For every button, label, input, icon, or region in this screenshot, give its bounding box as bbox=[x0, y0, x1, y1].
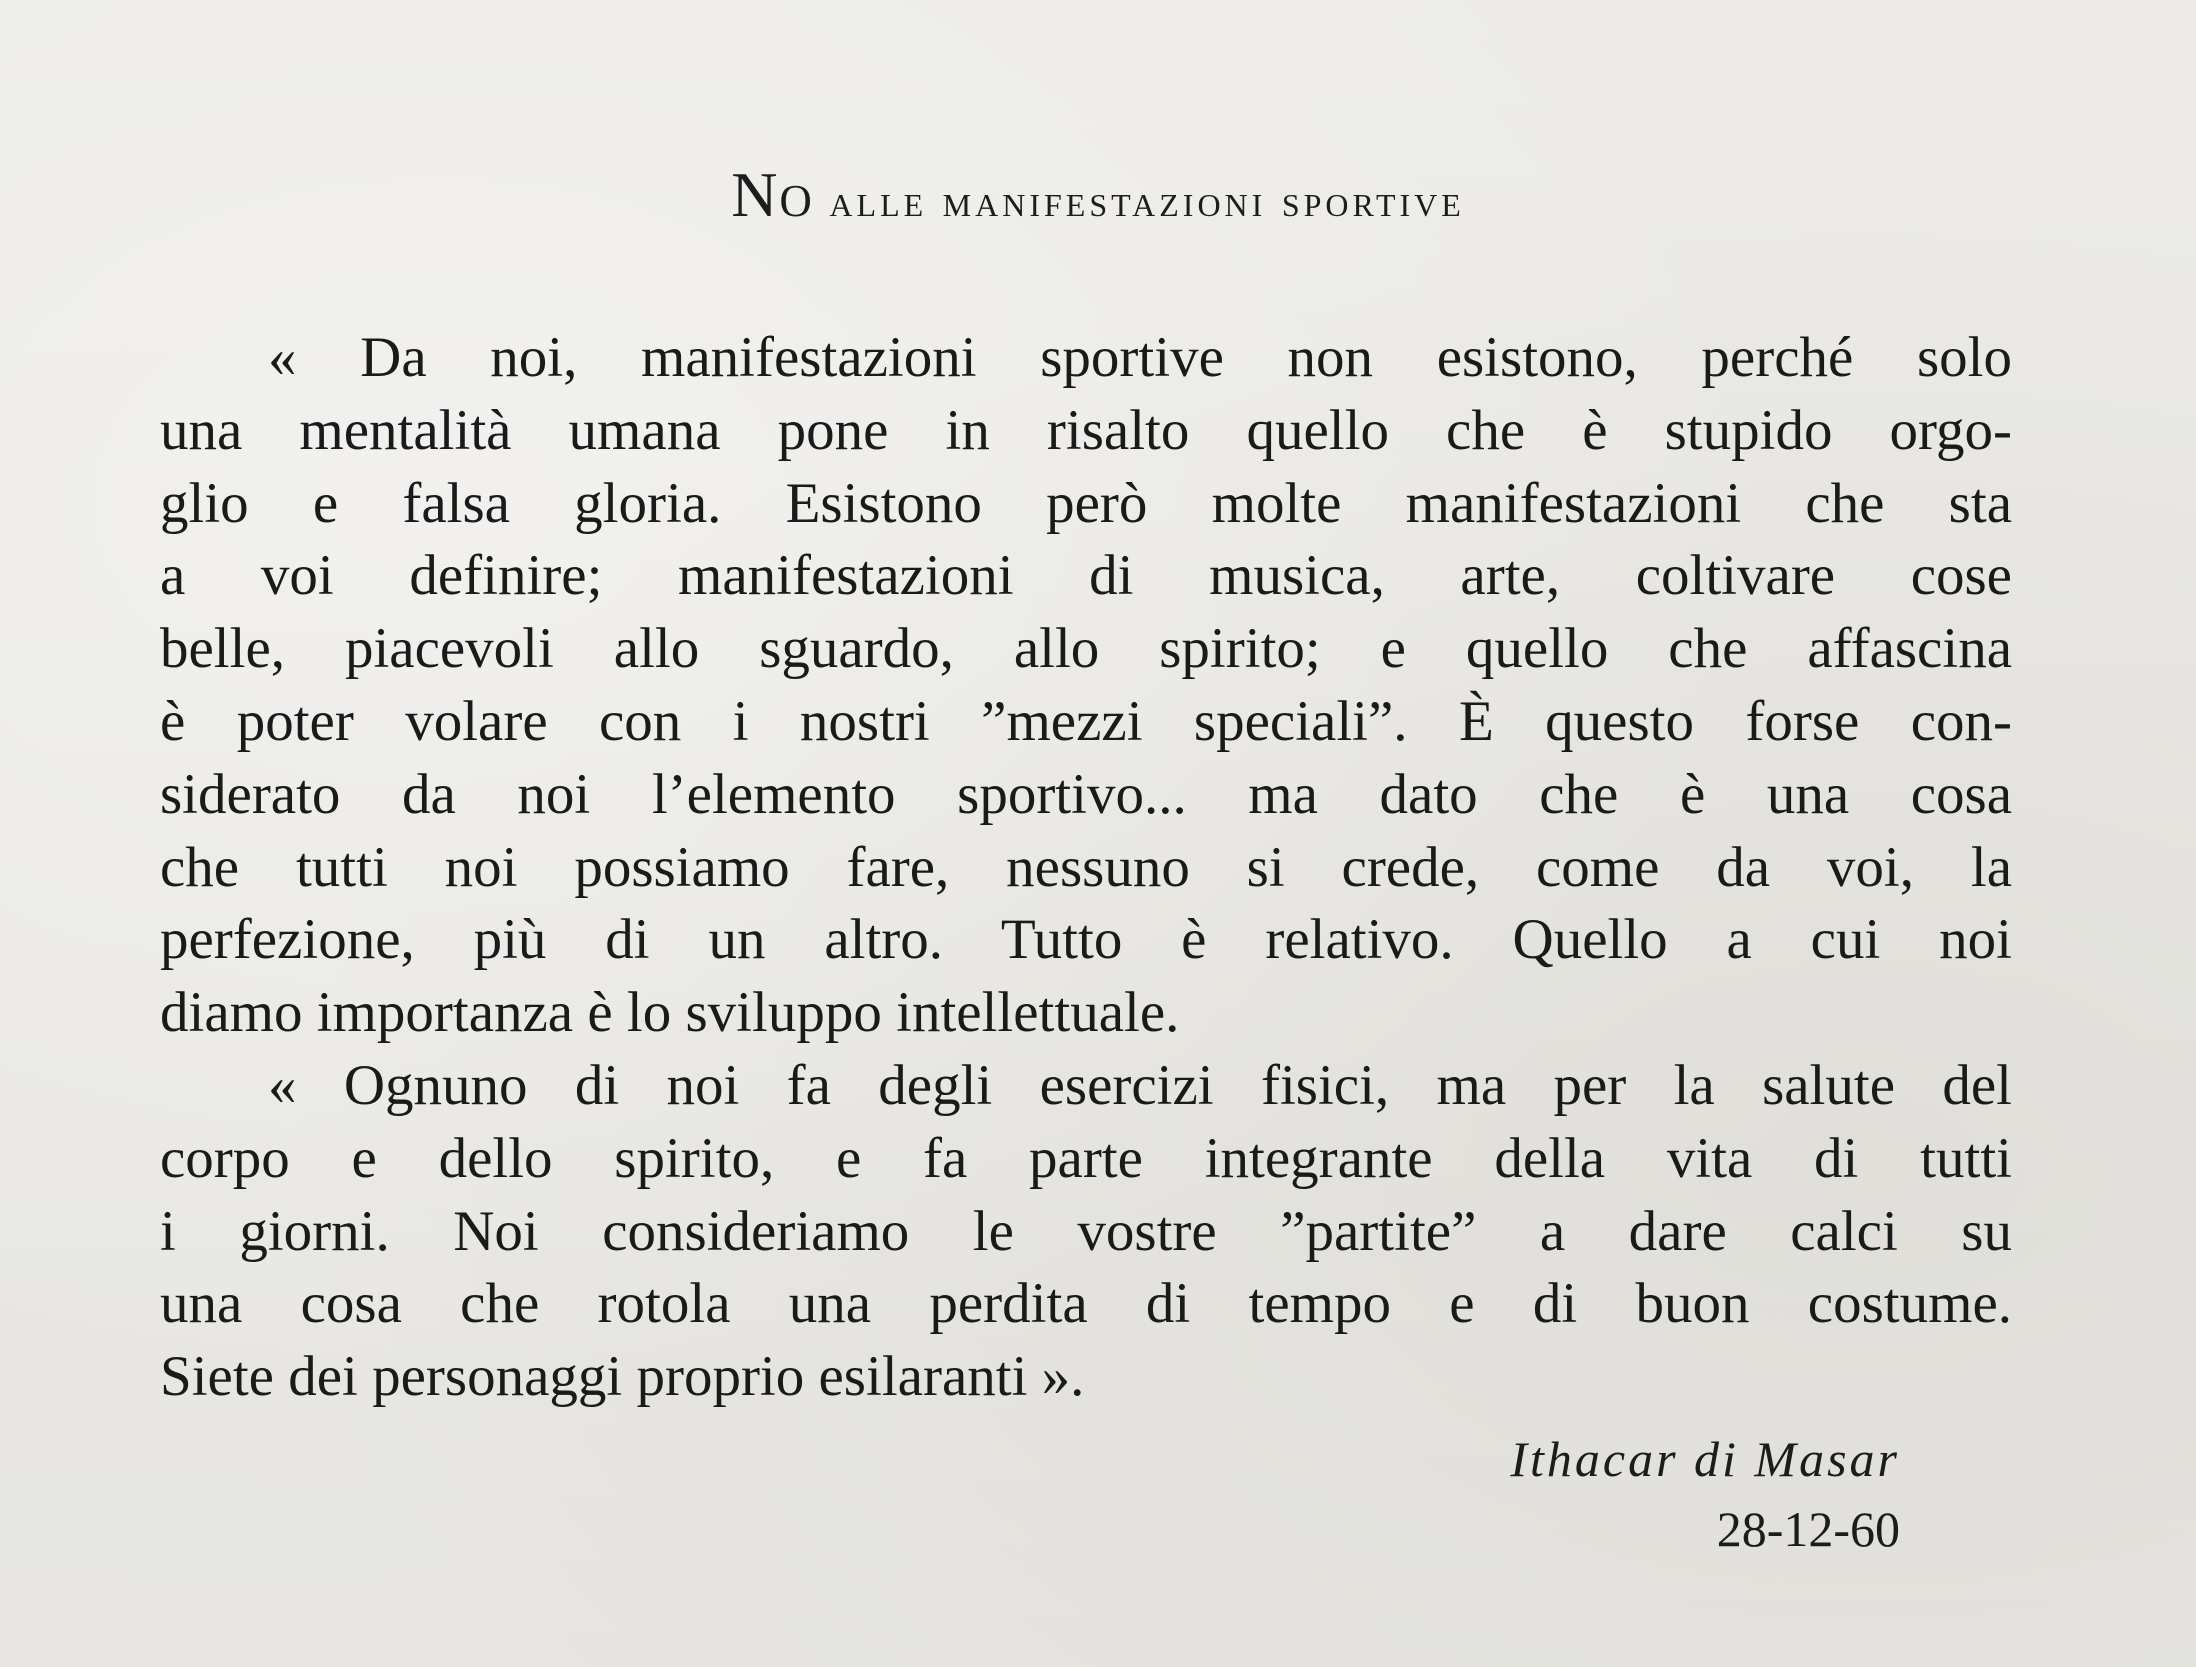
body-text bbox=[160, 322, 2012, 1414]
paragraph bbox=[160, 1050, 2012, 1414]
title-rest: alle manifestazioni sportive bbox=[829, 175, 1465, 226]
text-line: Siete dei personaggi proprio esilaranti ». bbox=[160, 1345, 1085, 1409]
text-line: una cosa che rotola una perdita di tempo e di buon costume. bbox=[160, 1272, 2012, 1336]
page-title bbox=[0, 158, 2196, 232]
text-line: perfezione, più di un altro. Tutto è relativo. Quello a cui noi bbox=[160, 908, 2012, 972]
paragraph bbox=[160, 322, 2012, 1050]
text-line: corpo e dello spirito, e fa parte integrante della vita di tutti bbox=[160, 1126, 2012, 1190]
text-line: è poter volare con i nostri ”mezzi speciali”. È questo forse con- bbox=[160, 689, 2012, 753]
text-line: diamo importanza è lo sviluppo intellettuale. bbox=[160, 981, 1180, 1045]
text-line: belle, piacevoli allo sguardo, allo spirito; e quello che affascina bbox=[160, 617, 2012, 681]
title-first-word: No bbox=[731, 159, 814, 230]
text-line: siderato da noi l’elemento sportivo... ma dato che è una cosa bbox=[160, 762, 2012, 826]
text-line: una mentalità umana pone in risalto quello che è stupido orgo- bbox=[160, 398, 2012, 462]
text-line: « Da noi, manifestazioni sportive non esistono, perché solo bbox=[268, 326, 2012, 389]
text-line: glio e falsa gloria. Esistono però molte manifestazioni che sta bbox=[160, 471, 2012, 535]
text-line: « Ognuno di noi fa degli esercizi fisici, ma per la salute del bbox=[268, 1053, 2012, 1117]
date: 28-12-60 bbox=[1716, 1501, 1900, 1557]
text-line: i giorni. Noi consideriamo le vostre ”partite” a dare calci su bbox=[160, 1199, 2012, 1263]
text-line: che tutti noi possiamo fare, nessuno si crede, come da voi, la bbox=[160, 835, 2012, 899]
text-line: a voi definire; manifestazioni di musica, arte, coltivare cose bbox=[160, 544, 2012, 608]
signature: Ithacar di Masar bbox=[1510, 1431, 1900, 1487]
